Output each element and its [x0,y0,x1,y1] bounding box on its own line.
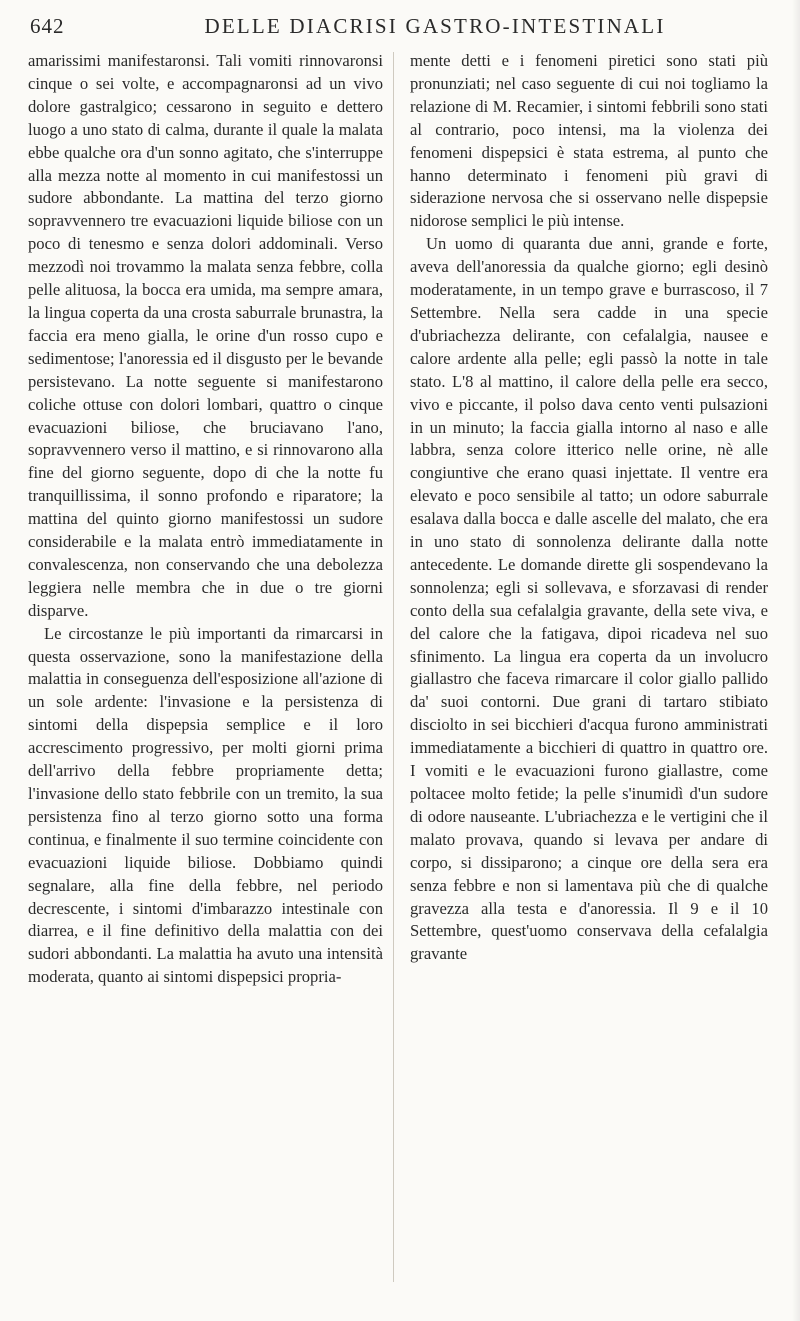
page-edge-shadow [792,0,800,1321]
left-column [28,50,383,989]
page-number: 642 [30,14,65,38]
right-column [410,50,768,966]
right-paragraph-continuation: mente detti e i fenomeni piretici sono stati più pronunziati; nel caso seguente di cui noi togliamo la relazione di M. Recamier, i sintomi febbrili sono stati al contrario, poco intensi, ma la violenza dei fenomeni dispepsici è stata estrema, al punto che hanno determinato i fenomeni più gravi di siderazione nervosa che si osservano nelle dispepsie nidorose semplici le più intense. [410,51,768,231]
running-title: DELLE DIACRISI GASTRO-INTESTINALI [204,14,666,38]
left-paragraph-continuation: amarissimi manifestaronsi. Tali vomiti rinnovaronsi cinque o sei volte, e accompagnaronsi ad un vivo dolore gastralgico; cessarono in seguito e dettero luogo a uno stato di calma, durante il quale la malata ebbe qualche ora d'un sonno agitato, che s'interruppe alla mezza notte al momento in cui manifestossi un sudore abbondante. La mattina del terzo giorno sopravvennero tre evacuazioni liquide biliose con un poco di tenesmo e senza dolori addominali. Verso mezzodì noi trovammo la malata senza febbre, colla pelle alituosa, la bocca era umida, ma sempre amara, la lingua coperta da una crosta saburrale brunastra, la faccia era meno gialla, le orine d'un rosso cupo e sedimentose; l'anoressia ed il disgusto per le bevande persistevano. La notte seguente si manifestarono coliche ottuse con dolori lombari, quattro o cinque evacuazioni biliose, che bruciavano l'ano, sopravvennero verso il mattino, e si rinnovarono alla fine del giorno seguente, dopo di che la notte fu tranquillissima, il sonno profondo e riparatore; la mattina del quinto giorno manifestossi un sudore considerabile e la malata entrò immediatamente in convalescenza, non conservando che una debolezza leggiera nelle membra che in due o tre giorni disparve. [28,51,383,620]
right-paragraph-case: Un uomo di quaranta due anni, grande e forte, aveva dell'anoressia da qualche giorno; egli desinò moderatamente, in un tempo grave e burrascoso, il 7 Settembre. Nella sera cadde in una specie d'ubriachezza delirante, con cefalalgia, nausee e calore ardente alla pelle; egli passò la notte in tale stato. L'8 al mattino, il calore della pelle era secco, vivo e piccante, il polso dava cento venti pulsazioni in un minuto; la faccia gialla intorno al naso e alle labbra, senza colore itterico nelle orine, nè alle congiuntive che erano quasi injettate. Il ventre era elevato e poco sensibile al tatto; un odore saburrale esalava dalla bocca e dalle ascelle del malato, che era in uno stato di sonnolenza delirante dalla notte antecedente. Le domande dirette gli sospendevano la sonnolenza; egli si sollevava, e sforzavasi di render conto della sua cefalalgia gravante, della sete viva, e del calore che la fatigava, dipoi ricadeva nel suo sfinimento. La lingua era coperta da un involucro giallastro che faceva rimarcare il color giallo pallido da' suoi contorni. Due grani di tartaro stibiato disciolto in sei bicchieri d'acqua furono amministrati immediatamente a bicchieri di quattro in quattro ore. I vomiti e le evacuazioni furono giallastre, come poltacee molto fetide; la pelle s'inumidì d'un sudore di odore nauseante. L'ubriachezza e le vertigini che il malato provava, quando si levava per andare di corpo, si dissiparono; a cinque ore della sera era senza febbre e non si lamentava più che di qualche gravezza alla testa e d'anoressia. Il 9 e il 10 Settembre, quest'uomo conservava della cefalalgia gravante [410,234,768,964]
column-divider [393,52,394,1282]
page-header [30,10,770,50]
left-paragraph-observations: Le circostanze le più importanti da rimarcarsi in questa osservazione, sono la manifestazione della malattia in conseguenza dell'esposizione all'azione di un sole ardente: l'invasione e la persistenza di sintomi della dispepsia semplice e il loro accrescimento progressivo, per molti giorni prima dell'arrivo della febbre propriamente detta; l'invasione dello stato febbrile con un tremito, la sua persistenza fino al terzo giorno sotto una forma continua, e finalmente il suo termine coincidente con evacuazioni liquide biliose. Dobbiamo quindi segnalare, alla fine della febbre, nel periodo decrescente, i sintomi d'imbarazzo intestinale con diarrea, e il fine definitivo della malattia con dei sudori abbondanti. La malattia ha avuto una intensità moderata, quanto ai sintomi dispepsici propria- [28,623,383,987]
